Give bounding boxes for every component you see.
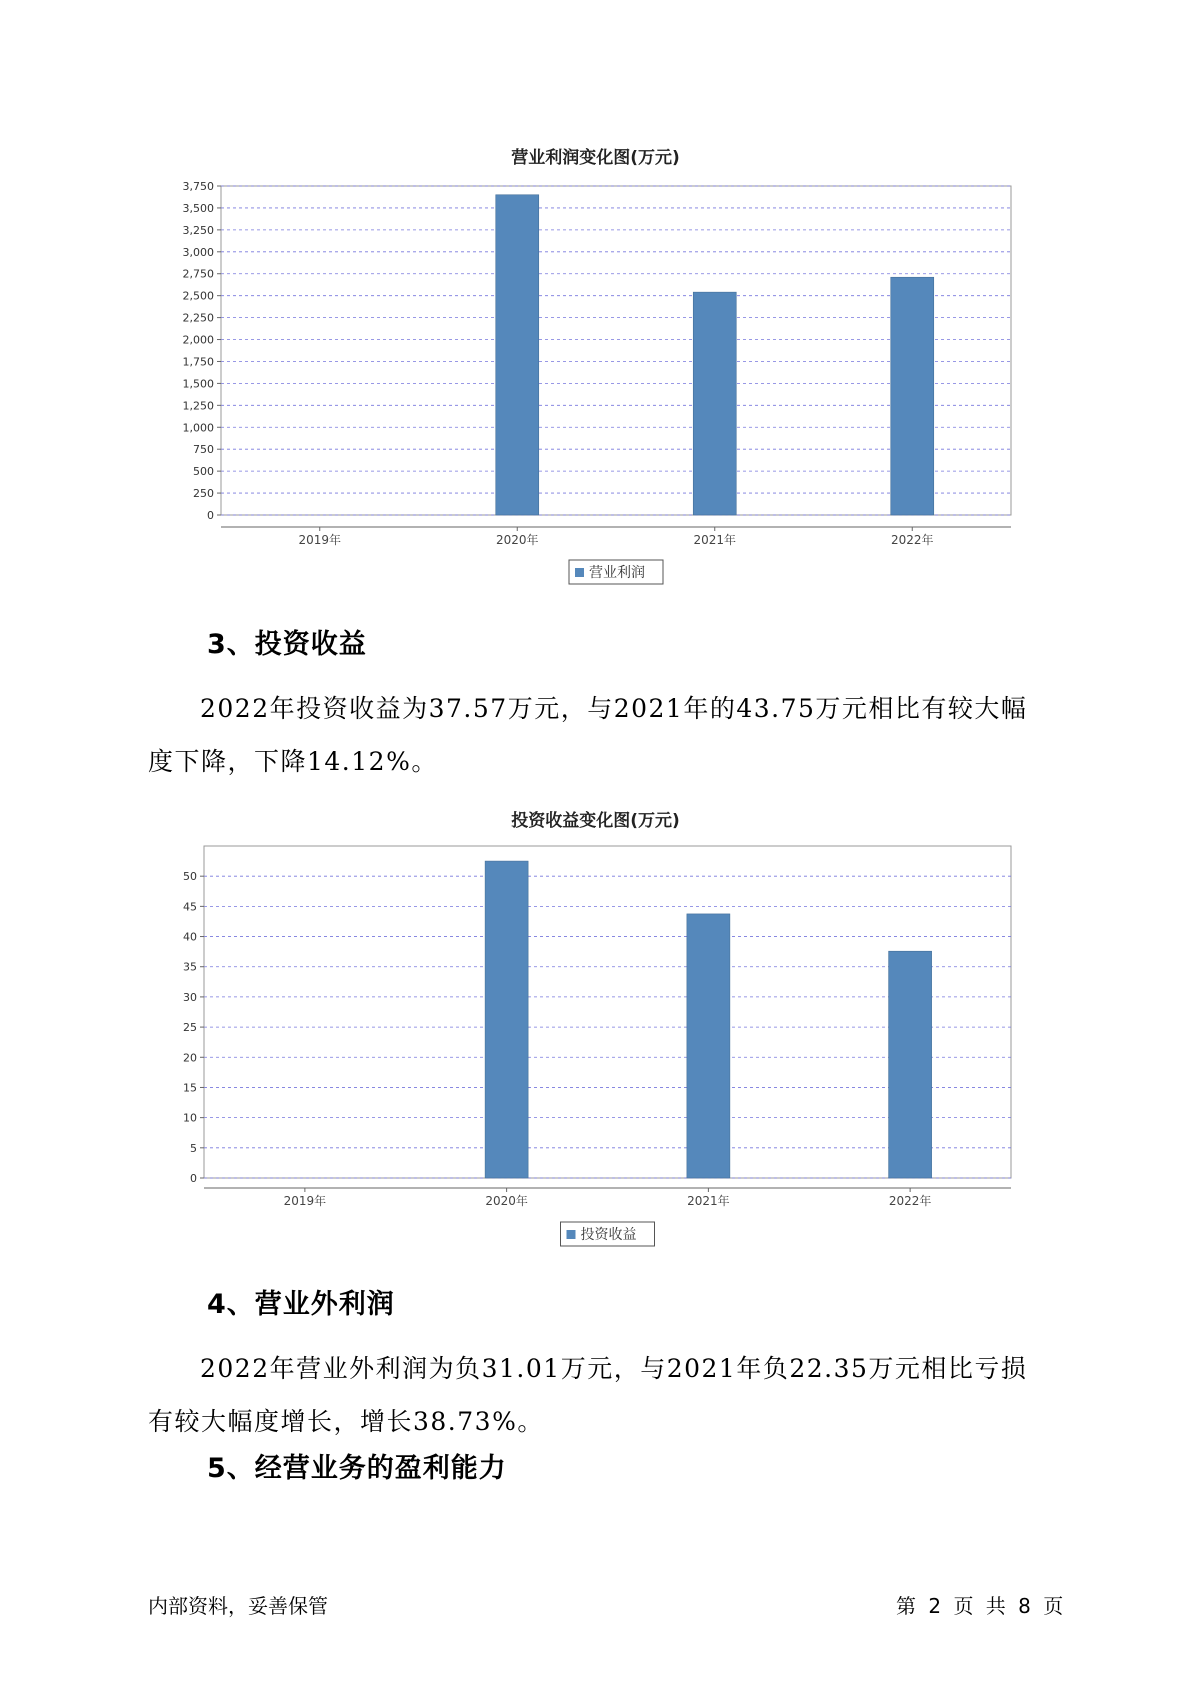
y-tick-label: 2,750 bbox=[182, 267, 214, 281]
y-tick-label: 3,250 bbox=[182, 223, 214, 237]
y-tick-label: 10 bbox=[183, 1111, 197, 1125]
chart-1-title: 营业利润变化图(万元) bbox=[511, 148, 680, 168]
y-tick-label: 45 bbox=[183, 900, 197, 914]
y-tick-label: 1,000 bbox=[182, 421, 214, 435]
y-tick-label: 1,500 bbox=[182, 377, 214, 391]
legend-label: 投资收益 bbox=[580, 1227, 637, 1243]
y-tick-label: 50 bbox=[183, 870, 197, 884]
bar-2022年 bbox=[889, 951, 932, 1178]
footer-page-number: 第 2 页 共 8 页 bbox=[896, 1594, 1064, 1618]
chart-investment-income bbox=[0, 830, 1191, 1250]
x-tick-label: 2019年 bbox=[283, 1194, 327, 1208]
y-tick-label: 2,000 bbox=[182, 333, 214, 347]
x-tick-label: 2020年 bbox=[495, 533, 539, 547]
y-tick-label: 20 bbox=[183, 1051, 197, 1065]
bar-2021年 bbox=[693, 292, 736, 515]
y-tick-label: 3,000 bbox=[182, 245, 214, 259]
y-tick-label: 15 bbox=[183, 1081, 197, 1095]
bar-2022年 bbox=[891, 277, 934, 515]
chart-2-title: 投资收益变化图(万元) bbox=[511, 811, 680, 831]
y-tick-label: 25 bbox=[183, 1021, 197, 1035]
y-tick-label: 2,500 bbox=[182, 289, 214, 303]
y-tick-label: 1,750 bbox=[182, 355, 214, 369]
y-tick-label: 40 bbox=[183, 930, 197, 944]
y-tick-label: 750 bbox=[193, 443, 214, 457]
section-5-heading: 5、经营业务的盈利能力 bbox=[207, 1453, 507, 1484]
bar-2021年 bbox=[687, 914, 730, 1178]
y-tick-label: 250 bbox=[193, 487, 214, 501]
y-tick-label: 2,250 bbox=[182, 311, 214, 325]
x-tick-label: 2022年 bbox=[888, 1194, 932, 1208]
x-tick-label: 2020年 bbox=[485, 1194, 528, 1208]
bar-2020年 bbox=[485, 861, 528, 1178]
legend-swatch bbox=[575, 568, 584, 577]
y-tick-label: 3,500 bbox=[182, 201, 214, 215]
legend-label: 营业利润 bbox=[589, 565, 645, 581]
y-tick-label: 0 bbox=[190, 1172, 197, 1185]
x-tick-label: 2019年 bbox=[298, 533, 342, 547]
y-tick-label: 30 bbox=[183, 990, 197, 1004]
y-tick-label: 35 bbox=[183, 960, 197, 974]
y-tick-label: 3,750 bbox=[182, 180, 214, 193]
section-4-heading: 4、营业外利润 bbox=[207, 1289, 395, 1320]
legend-swatch bbox=[567, 1230, 576, 1239]
y-tick-label: 1,250 bbox=[182, 399, 214, 413]
x-tick-label: 2021年 bbox=[693, 533, 737, 547]
footer-confidential: 内部资料，妥善保管 bbox=[148, 1594, 328, 1618]
y-tick-label: 5 bbox=[190, 1141, 197, 1155]
chart-operating-profit bbox=[0, 170, 1191, 590]
y-tick-label: 0 bbox=[207, 509, 214, 522]
section-4-paragraph: 2022年营业外利润为负31.01万元，与2021年负22.35万元相比亏损有较大幅度增长，增长38.73%。 bbox=[148, 1354, 1028, 1436]
y-tick-label: 500 bbox=[193, 465, 214, 479]
bar-2020年 bbox=[496, 195, 539, 515]
section-3-heading: 3、投资收益 bbox=[207, 629, 367, 660]
x-tick-label: 2021年 bbox=[687, 1194, 730, 1208]
x-tick-label: 2022年 bbox=[890, 533, 934, 547]
section-3-paragraph: 2022年投资收益为37.57万元，与2021年的43.75万元相比有较大幅度下降，下降14.12%。 bbox=[148, 694, 1028, 776]
